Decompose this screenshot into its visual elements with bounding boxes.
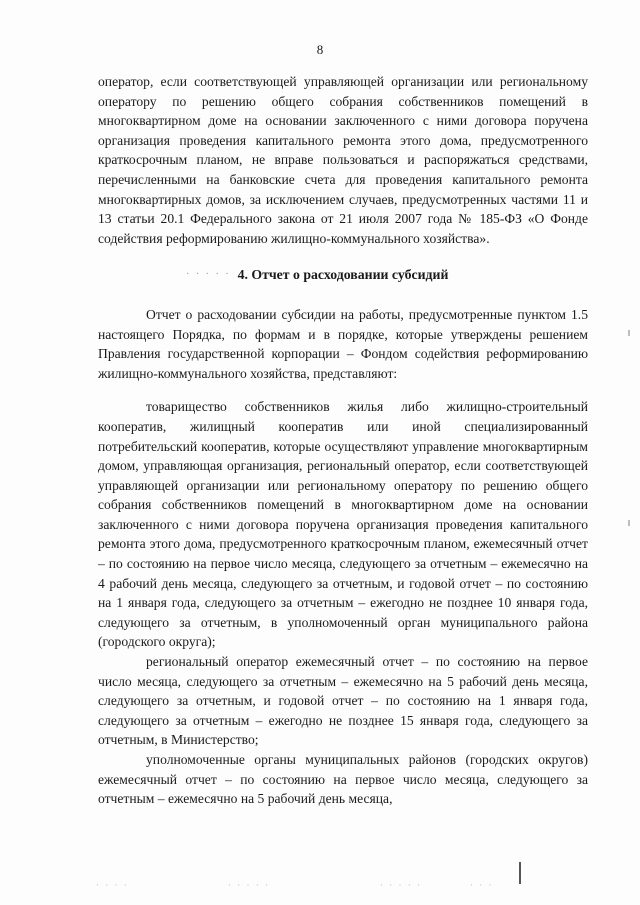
paragraph-tsj: товарищество собственников жилья либо жилищно-строительный кооператив, жилищный кооператив или иной специализированный потребительский кооператив, которые осуществляют управление многоквартирным домом, управляющая организация, региональный оператор, если соответствующей управляющей организации или региональному оператору по решению общего собрания собственников помещений в многоквартирном доме на основании заключенного с ними договора поручена организация проведения капитального ремонта этого дома, предусмотренного краткосрочным планом, ежемесячный отчет – по состоянию на первое число месяца, следующего за отчетным – ежемесячно на 4 рабочий день месяца, следующего за отчетным, и годовой отчет – по состоянию на 1 января года, следующего за отчетным – ежегодно не позднее 10 января года, следующего за отчетным, в уполномоченный орган муниципального района (городского округа); bbox=[98, 399, 588, 650]
footer-scan-dots: · · · · bbox=[96, 880, 129, 890]
continuation-paragraph: оператор, если соответствующей управляющей организации или региональному оператору по решению общего собрания собственников помещений в многоквартирном доме на основании заключенного с ними договора поручена организация проведения капитального ремонта этого дома, предусмотренного краткосрочным планом, не вправе пользоваться и распоряжаться средствами, перечисленными на банковские счета для проведения капитального ремонта многоквартирных домов, за исключением случаев, предусмотренных частями 11 и 13 статьи 20.1 Федерального закона от 21 июля 2007 года № 185-ФЗ «О Фонде содействия реформированию жилищно-коммунального хозяйства». bbox=[98, 74, 588, 246]
paragraph-regional-operator: региональный оператор ежемесячный отчет – по состоянию на первое число месяца, следующего за отчетным – ежемесячно на 5 рабочий день месяца, следующего за отчетным, и годовой отчет – по состоянию на 1 января года, следующего за отчетным – ежегодно не позднее 15 января года, следующего за отчетным, в Министерство; bbox=[98, 654, 588, 748]
section-heading: 4. Отчет о расходовании субсидий bbox=[237, 267, 449, 283]
footer-scan-dots: · · · · · bbox=[228, 880, 270, 890]
footer-scan-dots: · · · · · bbox=[380, 880, 422, 890]
paragraph-gap bbox=[98, 383, 588, 397]
footer-scan-dots: · · · bbox=[470, 880, 494, 890]
document-body bbox=[98, 72, 588, 809]
paragraph-municipal-bodies: уполномоченные органы муниципальных районов (городских округов) ежемесячный отчет – по состоянию на первое число месяца, следующего за отчетным – ежемесячно на 5 рабочий день месяца, bbox=[98, 752, 588, 807]
page-number: 8 bbox=[316, 42, 324, 57]
margin-line-mark bbox=[519, 862, 521, 884]
section-heading-block bbox=[98, 265, 588, 285]
edge-mark bbox=[628, 330, 630, 336]
paragraph-intro: Отчет о расходовании субсидии на работы, предусмотренные пунктом 1.5 настоящего Порядка, по формам и в порядке, которые утверждены решением Правления государственной корпорации – Фондом содействия реформированию жилищно-коммунального хозяйства, представляют: bbox=[98, 306, 588, 381]
edge-mark bbox=[628, 520, 630, 526]
scan-artifact-dots: · · · · · bbox=[186, 269, 231, 281]
